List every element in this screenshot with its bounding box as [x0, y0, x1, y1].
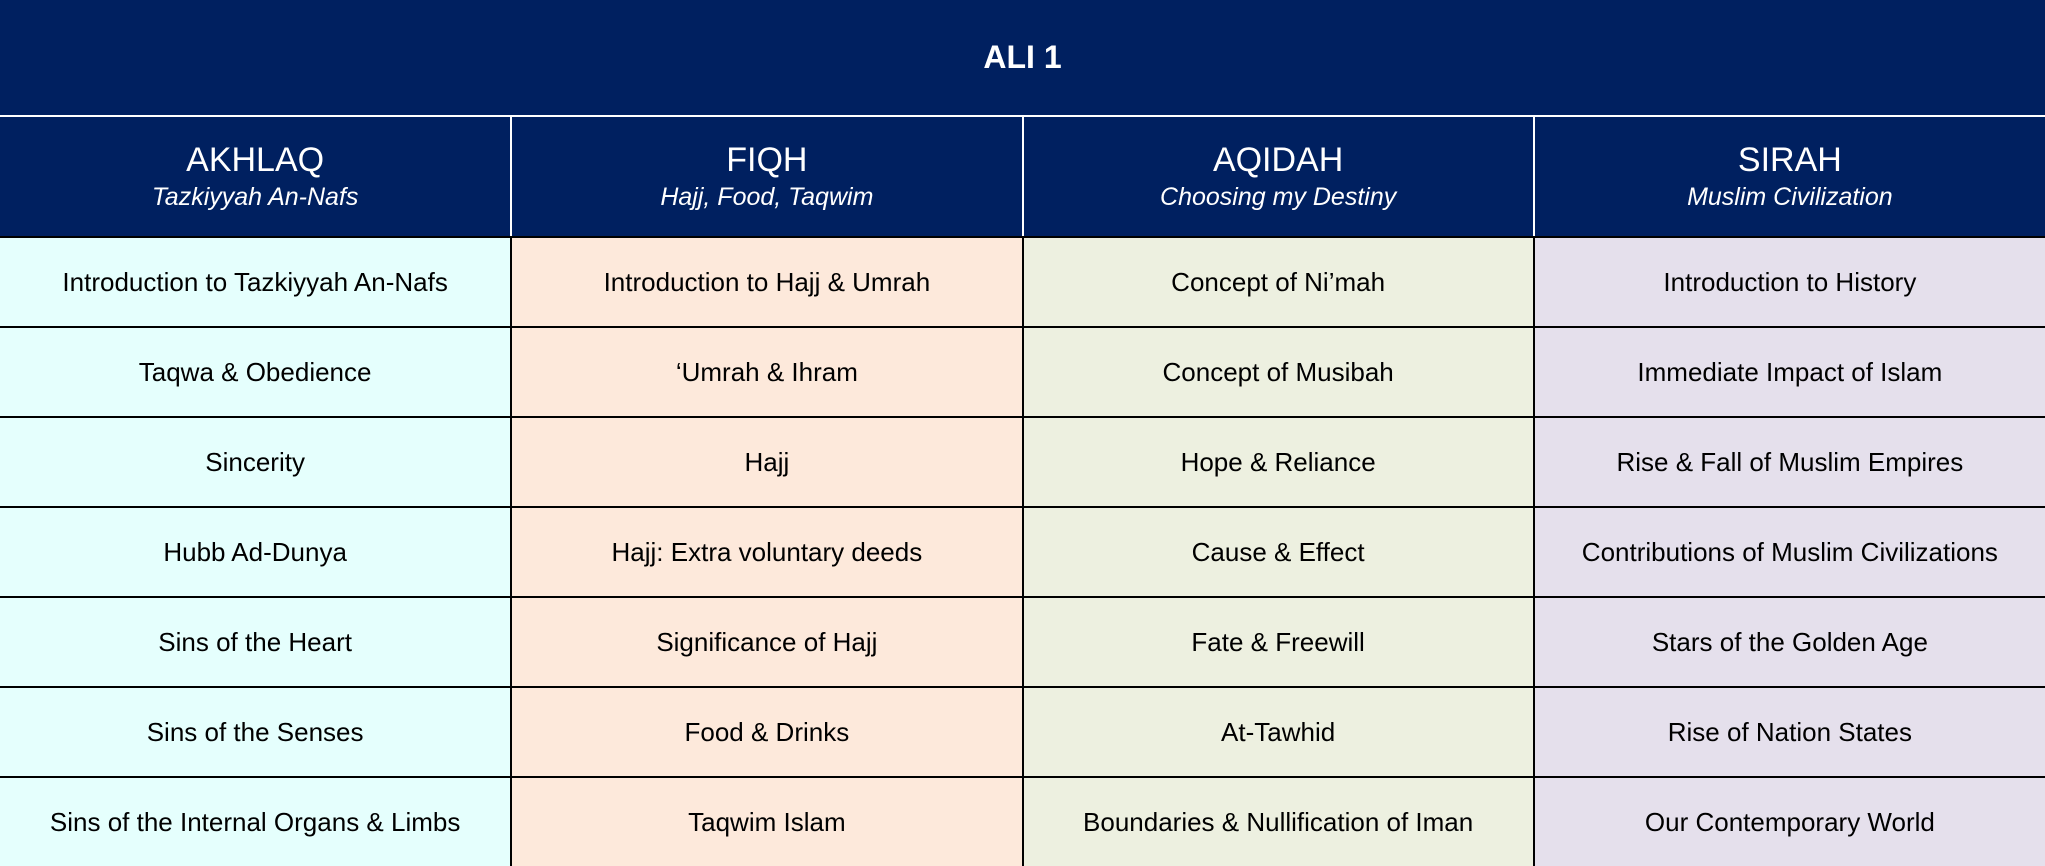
table-row: [0, 417, 2045, 507]
topic-cell: Sincerity: [0, 417, 511, 507]
table-row: [0, 777, 2045, 866]
topic-cell: Stars of the Golden Age: [1534, 597, 2045, 687]
topic-cell: Sins of the Internal Organs & Limbs: [0, 777, 511, 866]
topic-cell: ‘Umrah & Ihram: [511, 327, 1022, 417]
subject-name: FIQH: [726, 140, 808, 179]
subject-name: AQIDAH: [1212, 140, 1344, 179]
topic-cell: Significance of Hajj: [511, 597, 1022, 687]
subject-header-row: [0, 117, 2045, 237]
topic-cell: At-Tawhid: [1023, 687, 1534, 777]
curriculum-table: [0, 117, 2045, 866]
subject-subtitle: Muslim Civilization: [1687, 182, 1893, 211]
subject-header-akhlaq: [0, 117, 511, 237]
subject-name: SIRAH: [1737, 140, 1842, 179]
table-row: [0, 237, 2045, 327]
topic-cell: Fate & Freewill: [1023, 597, 1534, 687]
topic-cell: Food & Drinks: [511, 687, 1022, 777]
table-row: [0, 507, 2045, 597]
subject-name: AKHLAQ: [186, 140, 325, 179]
topic-cell: Hubb Ad-Dunya: [0, 507, 511, 597]
subject-header-fiqh: [511, 117, 1022, 237]
topic-cell: Contributions of Muslim Civilizations: [1534, 507, 2045, 597]
topic-cell: Sins of the Senses: [0, 687, 511, 777]
page-title: [0, 0, 2045, 117]
title-text: ALI 1: [983, 39, 1062, 75]
topic-cell: Concept of Ni’mah: [1023, 237, 1534, 327]
topic-cell: Rise & Fall of Muslim Empires: [1534, 417, 2045, 507]
topic-cell: Rise of Nation States: [1534, 687, 2045, 777]
topic-cell: Taqwim Islam: [511, 777, 1022, 866]
subject-header-aqidah: [1023, 117, 1534, 237]
topic-cell: Hope & Reliance: [1023, 417, 1534, 507]
topic-cell: Cause & Effect: [1023, 507, 1534, 597]
subject-subtitle: Hajj, Food, Taqwim: [660, 182, 874, 211]
topic-cell: Concept of Musibah: [1023, 327, 1534, 417]
table-row: [0, 687, 2045, 777]
subject-header-sirah: [1534, 117, 2045, 237]
subject-subtitle: Choosing my Destiny: [1160, 182, 1397, 211]
topic-cell: Taqwa & Obedience: [0, 327, 511, 417]
topic-cell: Our Contemporary World: [1534, 777, 2045, 866]
table-row: [0, 327, 2045, 417]
topic-cell: Immediate Impact of Islam: [1534, 327, 2045, 417]
topic-cell: Hajj: Extra voluntary deeds: [511, 507, 1022, 597]
table-row: [0, 597, 2045, 687]
topic-cell: Introduction to Hajj & Umrah: [511, 237, 1022, 327]
topic-cell: Introduction to History: [1534, 237, 2045, 327]
topic-cell: Introduction to Tazkiyyah An-Nafs: [0, 237, 511, 327]
subject-subtitle: Tazkiyyah An-Nafs: [151, 182, 359, 211]
topic-cell: Hajj: [511, 417, 1022, 507]
topic-cell: Sins of the Heart: [0, 597, 511, 687]
topic-cell: Boundaries & Nullification of Iman: [1023, 777, 1534, 866]
